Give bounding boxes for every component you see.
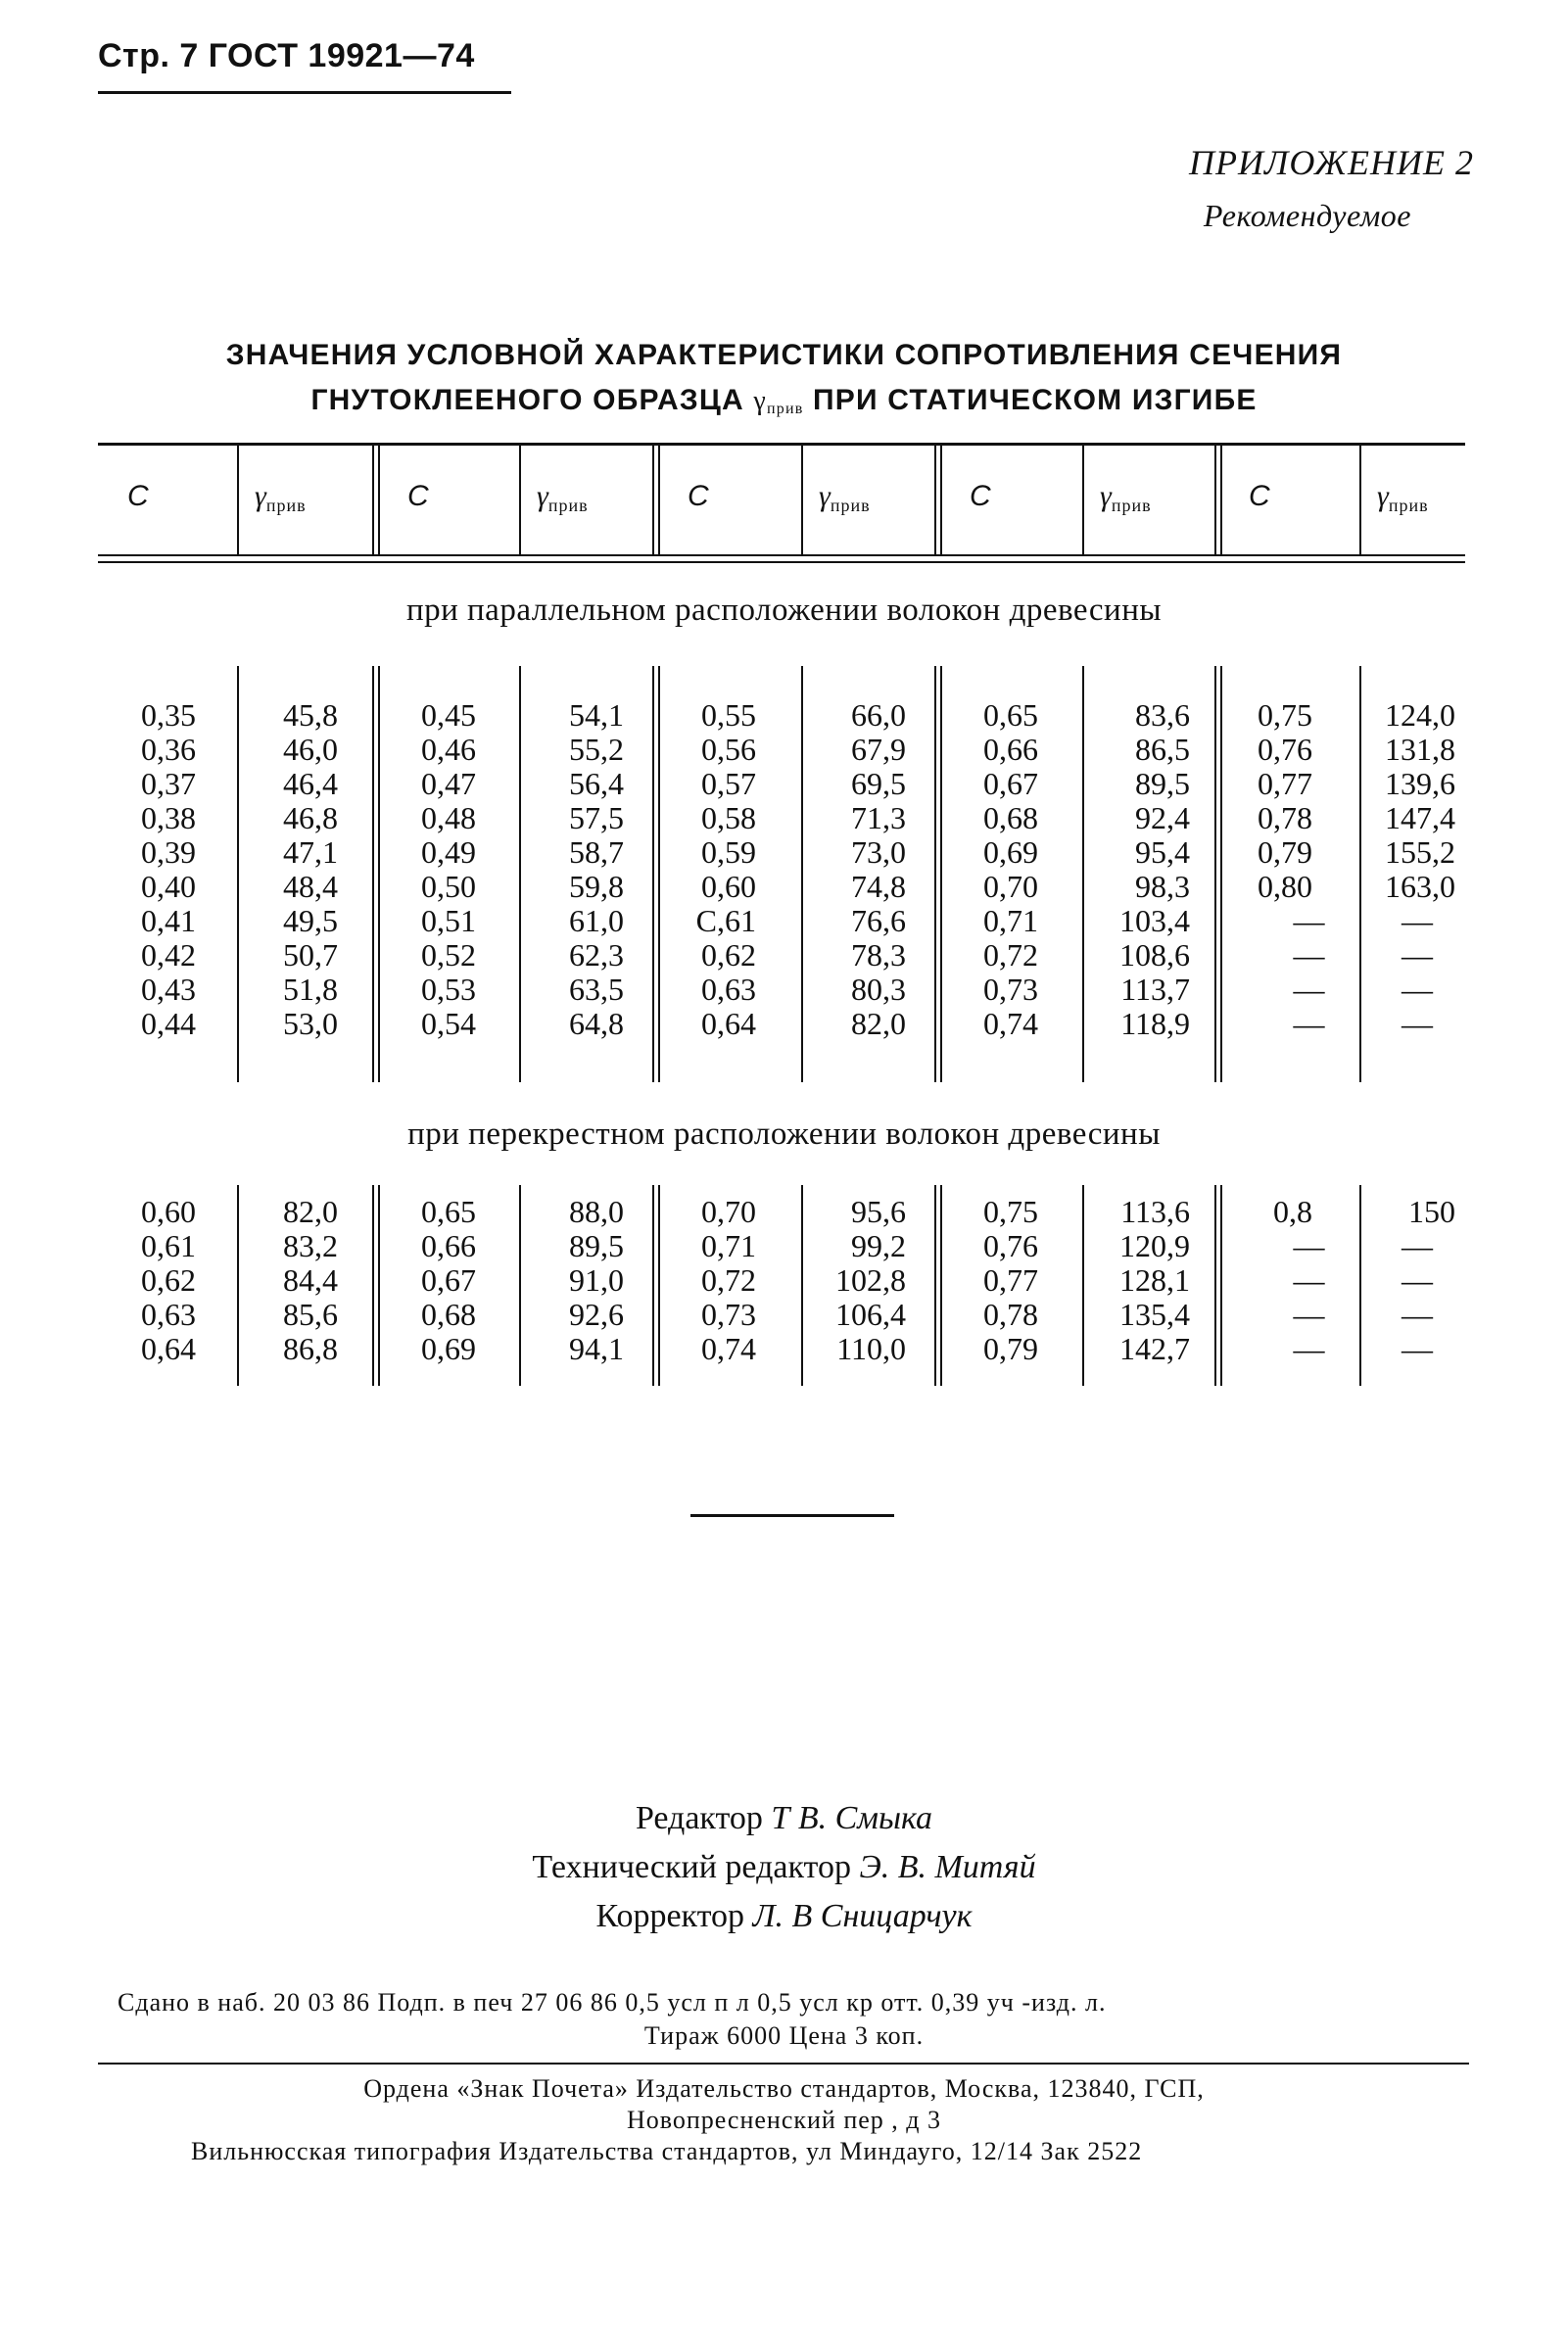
table-head-rule-2 — [98, 561, 1465, 563]
table-top-rule — [98, 443, 1465, 446]
cell-c-value: 0,49 — [421, 834, 476, 870]
cell-gamma-value: 61,0 — [569, 903, 624, 938]
cell-c-value: 0,64 — [141, 1331, 196, 1366]
cell-gamma-value: 113,7 — [1120, 972, 1190, 1007]
cell-gamma-value: 53,0 — [283, 1006, 338, 1041]
cell-c-value: 0,74 — [701, 1331, 756, 1366]
gamma-symbol: γ — [537, 480, 548, 512]
cell-gamma-value: 155,2 — [1385, 834, 1455, 870]
cell-c-value: 0,51 — [421, 903, 476, 938]
cell-c-value: 0,60 — [141, 1194, 196, 1229]
cell-gamma-value: 76,6 — [851, 903, 906, 938]
cell-c-value: 0,70 — [983, 869, 1038, 904]
imprint-rule — [98, 2063, 1469, 2065]
cell-c-value: 0,53 — [421, 972, 476, 1007]
cell-c-value: — — [1293, 903, 1325, 938]
column-divider — [519, 446, 521, 554]
cell-gamma-value: 73,0 — [851, 834, 906, 870]
cell-gamma-value: 88,0 — [569, 1194, 624, 1229]
gamma-subscript: прив — [265, 496, 307, 515]
column-divider — [1082, 446, 1084, 554]
group-divider — [1214, 446, 1222, 554]
cell-gamma-value: 48,4 — [283, 869, 338, 904]
cell-c-value: 0,40 — [141, 869, 196, 904]
cell-gamma-value: — — [1402, 1006, 1433, 1041]
cell-gamma-value: 163,0 — [1385, 869, 1455, 904]
column-header-c: C — [1249, 480, 1270, 512]
cell-gamma-value: 128,1 — [1119, 1262, 1190, 1298]
credit-proofreader — [0, 1898, 1568, 1935]
cell-gamma-value: 85,6 — [283, 1297, 338, 1332]
gamma-subscript: прив — [767, 401, 804, 417]
gamma-subscript: прив — [830, 496, 871, 515]
cell-gamma-value: 50,7 — [283, 937, 338, 973]
cell-gamma-value: — — [1402, 903, 1433, 938]
cell-gamma-value: 45,8 — [283, 697, 338, 733]
cell-c-value: 0,55 — [701, 697, 756, 733]
cell-c-value: 0,71 — [983, 903, 1038, 938]
gamma-subscript: прив — [547, 496, 589, 515]
imprint-line1: Сдано в наб. 20 03 86 Подп. в печ 27 06 86 0,5 усл п л 0,5 усл кр отт. 0,39 уч -изд. л. — [118, 1988, 1107, 2017]
cell-gamma-value: 98,3 — [1135, 869, 1190, 904]
cell-c-value: С,61 — [695, 903, 756, 938]
credit-name: Л. В Сницарчук — [752, 1898, 973, 1934]
cell-gamma-value: 71,3 — [851, 800, 906, 835]
cell-c-value: 0,67 — [421, 1262, 476, 1298]
cell-c-value: 0,37 — [141, 766, 196, 801]
cell-gamma-value: 142,7 — [1119, 1331, 1190, 1366]
gamma-symbol: γ — [1377, 480, 1389, 512]
cell-c-value: 0,63 — [141, 1297, 196, 1332]
cell-c-value: 0,69 — [421, 1331, 476, 1366]
credit-role: Редактор — [635, 1800, 763, 1836]
cell-c-value: 0,52 — [421, 937, 476, 973]
column-header-gamma — [255, 480, 307, 516]
cell-gamma-value: 63,5 — [569, 972, 624, 1007]
column-header-c: C — [970, 480, 991, 512]
cell-c-value: 0,63 — [701, 972, 756, 1007]
cell-c-value: 0,45 — [421, 697, 476, 733]
cell-gamma-value: — — [1402, 1297, 1433, 1332]
cell-gamma-value: 91,0 — [569, 1262, 624, 1298]
cell-gamma-value: 92,4 — [1135, 800, 1190, 835]
cell-gamma-value: 99,2 — [851, 1228, 906, 1263]
cell-gamma-value: 108,6 — [1119, 937, 1190, 973]
cell-c-value: 0,38 — [141, 800, 196, 835]
cell-c-value: 0,78 — [983, 1297, 1038, 1332]
cell-c-value: 0,72 — [701, 1262, 756, 1298]
cell-c-value: 0,60 — [701, 869, 756, 904]
cell-c-value: 0,77 — [1258, 766, 1312, 801]
cell-c-value: — — [1293, 972, 1325, 1007]
column-header-gamma — [1377, 480, 1429, 516]
column-divider — [801, 446, 803, 554]
cell-c-value: 0,58 — [701, 800, 756, 835]
gamma-symbol: γ — [819, 480, 831, 512]
cell-c-value: — — [1293, 1331, 1325, 1366]
cell-gamma-value: 110,0 — [836, 1331, 906, 1366]
credit-name: Э. В. Митяй — [859, 1849, 1036, 1885]
cell-gamma-value: 57,5 — [569, 800, 624, 835]
column-header-gamma — [819, 480, 871, 516]
cell-gamma-value: 95,4 — [1135, 834, 1190, 870]
cell-gamma-value: 95,6 — [851, 1194, 906, 1229]
cell-gamma-value: 58,7 — [569, 834, 624, 870]
cell-gamma-value: 120,9 — [1119, 1228, 1190, 1263]
cell-c-value: 0,76 — [983, 1228, 1038, 1263]
cell-gamma-value: 80,3 — [851, 972, 906, 1007]
cell-c-value: 0,74 — [983, 1006, 1038, 1041]
cell-c-value: 0,65 — [983, 697, 1038, 733]
cell-gamma-value: 131,8 — [1385, 732, 1455, 767]
credit-role: Корректор — [595, 1898, 745, 1934]
credit-name: Т В. Смыка — [771, 1800, 933, 1836]
cell-gamma-value: 54,1 — [569, 697, 624, 733]
cell-c-value: 0,46 — [421, 732, 476, 767]
cell-c-value: 0,73 — [983, 972, 1038, 1007]
table-title-before: ГНУТОКЛЕЕНОГО ОБРАЗЦА — [310, 384, 744, 416]
imprint-line4: Новопресненский пер , д 3 — [626, 2106, 942, 2134]
cell-c-value: 0,62 — [701, 937, 756, 973]
cell-gamma-value: 49,5 — [283, 903, 338, 938]
cell-gamma-value: 86,8 — [283, 1331, 338, 1366]
cell-gamma-value: 102,8 — [835, 1262, 906, 1298]
cell-c-value: 0,54 — [421, 1006, 476, 1041]
cell-gamma-value: — — [1402, 1262, 1433, 1298]
cell-gamma-value: 86,5 — [1135, 732, 1190, 767]
cell-gamma-value: 83,6 — [1135, 697, 1190, 733]
cell-c-value: — — [1293, 1297, 1325, 1332]
table-title-line1: ЗНАЧЕНИЯ УСЛОВНОЙ ХАРАКТЕРИСТИКИ СОПРОТИВЛЕНИЯ СЕЧЕНИЯ — [225, 339, 1343, 371]
cell-gamma-value: 83,2 — [283, 1228, 338, 1263]
cell-gamma-value: 64,8 — [569, 1006, 624, 1041]
group-divider — [652, 446, 660, 554]
cell-c-value: 0,48 — [421, 800, 476, 835]
gamma-symbol: γ — [753, 386, 767, 416]
cell-gamma-value: 69,5 — [851, 766, 906, 801]
cell-gamma-value: 147,4 — [1385, 800, 1455, 835]
cell-c-value: 0,39 — [141, 834, 196, 870]
column-divider — [237, 446, 239, 554]
cell-c-value: 0,50 — [421, 869, 476, 904]
cell-c-value: 0,68 — [983, 800, 1038, 835]
column-divider — [1359, 446, 1361, 554]
cell-c-value: — — [1293, 1006, 1325, 1041]
table-title-after: ПРИ СТАТИЧЕСКОМ ИЗГИБЕ — [813, 384, 1258, 416]
cell-c-value: 0,56 — [701, 732, 756, 767]
cell-c-value: 0,75 — [983, 1194, 1038, 1229]
cell-c-value: 0,79 — [983, 1331, 1038, 1366]
column-header-c: C — [127, 480, 149, 512]
cell-gamma-value: 135,4 — [1119, 1297, 1190, 1332]
cell-c-value: 0,69 — [983, 834, 1038, 870]
column-header-c: C — [407, 480, 429, 512]
cell-gamma-value: 55,2 — [569, 732, 624, 767]
section-caption: при параллельном расположении волокон древесины — [405, 593, 1163, 628]
credit-role: Технический редактор — [532, 1849, 851, 1885]
section-caption: при перекрестном расположении волокон древесины — [407, 1116, 1161, 1152]
cell-c-value: 0,35 — [141, 697, 196, 733]
cell-c-value: 0,66 — [983, 732, 1038, 767]
cell-gamma-value: 139,6 — [1385, 766, 1455, 801]
cell-c-value: 0,68 — [421, 1297, 476, 1332]
cell-c-value: — — [1293, 1262, 1325, 1298]
table-title-line2 — [0, 378, 1568, 432]
cell-c-value: 0,36 — [141, 732, 196, 767]
cell-c-value: 0,78 — [1258, 800, 1312, 835]
header-rule — [98, 91, 511, 94]
cell-gamma-value: — — [1402, 1228, 1433, 1263]
cell-c-value: 0,79 — [1258, 834, 1312, 870]
cell-c-value: 0,66 — [421, 1228, 476, 1263]
imprint-line2: Тираж 6000 Цена 3 коп. — [643, 2021, 925, 2050]
credit-editor — [0, 1800, 1568, 1837]
cell-c-value: 0,76 — [1258, 732, 1312, 767]
column-header-gamma — [1100, 480, 1152, 516]
cell-gamma-value: 103,4 — [1119, 903, 1190, 938]
cell-gamma-value: 82,0 — [851, 1006, 906, 1041]
cell-c-value: 0,71 — [701, 1228, 756, 1263]
cell-gamma-value: 89,5 — [1135, 766, 1190, 801]
cell-gamma-value: 82,0 — [283, 1194, 338, 1229]
credit-tech-editor — [0, 1849, 1568, 1886]
gamma-subscript: прив — [1111, 496, 1152, 515]
cell-c-value: 0,67 — [983, 766, 1038, 801]
cell-gamma-value: 106,4 — [835, 1297, 906, 1332]
cell-gamma-value: — — [1402, 937, 1433, 973]
group-divider — [372, 446, 380, 554]
cell-gamma-value: 113,6 — [1120, 1194, 1190, 1229]
cell-c-value: — — [1293, 937, 1325, 973]
cell-gamma-value: 56,4 — [569, 766, 624, 801]
cell-c-value: 0,64 — [701, 1006, 756, 1041]
gamma-symbol: γ — [255, 480, 266, 512]
cell-c-value: 0,43 — [141, 972, 196, 1007]
gamma-subscript: прив — [1388, 496, 1429, 515]
cell-gamma-value: 150 — [1408, 1194, 1455, 1229]
column-header-gamma — [537, 480, 589, 516]
cell-gamma-value: 59,8 — [569, 869, 624, 904]
table-head-rule-1 — [98, 554, 1465, 556]
cell-c-value: 0,73 — [701, 1297, 756, 1332]
cell-c-value: 0,47 — [421, 766, 476, 801]
appendix-subtitle: Рекомендуемое — [1203, 198, 1411, 233]
cell-gamma-value: 74,8 — [851, 869, 906, 904]
cell-c-value: 0,80 — [1258, 869, 1312, 904]
cell-c-value: 0,62 — [141, 1262, 196, 1298]
group-divider — [934, 446, 942, 554]
cell-c-value: 0,65 — [421, 1194, 476, 1229]
column-header-c: C — [688, 480, 709, 512]
cell-gamma-value: 46,8 — [283, 800, 338, 835]
cell-c-value: 0,8 — [1273, 1194, 1312, 1229]
appendix-title: ПРИЛОЖЕНИЕ 2 — [1189, 143, 1474, 182]
cell-gamma-value: 124,0 — [1385, 697, 1455, 733]
cell-gamma-value: 118,9 — [1120, 1006, 1190, 1041]
cell-gamma-value: 66,0 — [851, 697, 906, 733]
cell-gamma-value: 84,4 — [283, 1262, 338, 1298]
cell-gamma-value: 78,3 — [851, 937, 906, 973]
cell-c-value: 0,57 — [701, 766, 756, 801]
cell-gamma-value: 46,4 — [283, 766, 338, 801]
cell-gamma-value: 92,6 — [569, 1297, 624, 1332]
cell-c-value: 0,77 — [983, 1262, 1038, 1298]
cell-c-value: 0,42 — [141, 937, 196, 973]
cell-c-value: — — [1293, 1228, 1325, 1263]
cell-c-value: 0,72 — [983, 937, 1038, 973]
imprint-line5: Вильнюсская типография Издательства стандартов, ул Миндауго, 12/14 Зак 2522 — [191, 2137, 1143, 2165]
cell-c-value: 0,59 — [701, 834, 756, 870]
cell-gamma-value: 47,1 — [283, 834, 338, 870]
cell-gamma-value: 51,8 — [283, 972, 338, 1007]
end-rule — [690, 1514, 894, 1517]
imprint-line3: Ордена «Знак Почета» Издательство стандартов, Москва, 123840, ГСП, — [363, 2074, 1205, 2103]
cell-c-value: 0,75 — [1258, 697, 1312, 733]
page-header: Стр. 7 ГОСТ 19921—74 — [98, 37, 475, 74]
gamma-symbol: γ — [1100, 480, 1112, 512]
cell-gamma-value: 94,1 — [569, 1331, 624, 1366]
cell-c-value: 0,61 — [141, 1228, 196, 1263]
cell-gamma-value: — — [1402, 972, 1433, 1007]
cell-c-value: 0,44 — [141, 1006, 196, 1041]
cell-c-value: 0,70 — [701, 1194, 756, 1229]
cell-gamma-value: 89,5 — [569, 1228, 624, 1263]
cell-gamma-value: 62,3 — [569, 937, 624, 973]
cell-c-value: 0,41 — [141, 903, 196, 938]
cell-gamma-value: 67,9 — [851, 732, 906, 767]
cell-gamma-value: 46,0 — [283, 732, 338, 767]
cell-gamma-value: — — [1402, 1331, 1433, 1366]
